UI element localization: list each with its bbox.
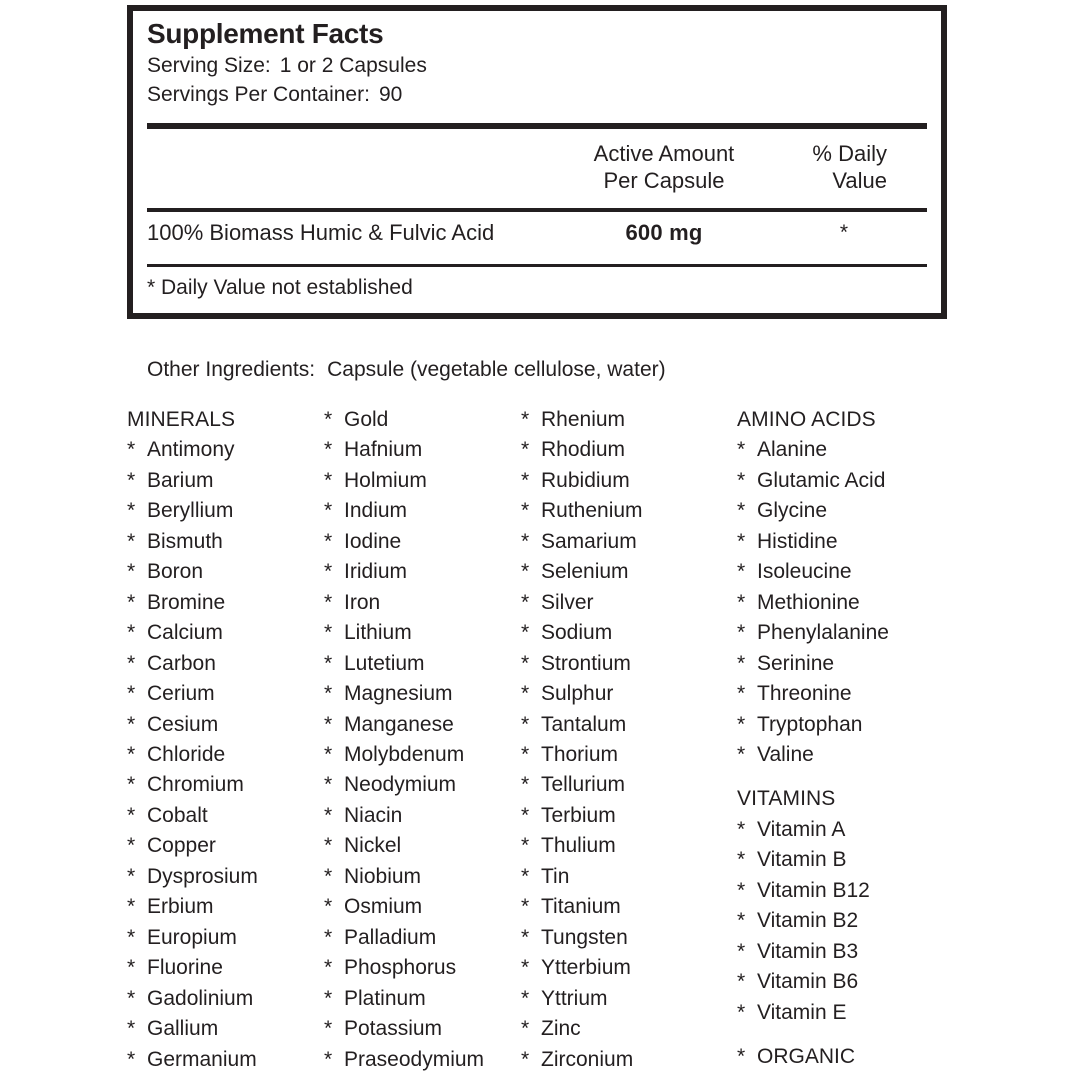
ingredient-name: Samarium [541,529,637,553]
ingredient-item [521,496,737,526]
asterisk-bullet: * [324,712,333,736]
header-name-spacer [147,140,539,194]
ingredient-name: Tungsten [541,925,628,949]
ingredient-item [127,588,324,618]
ingredient-item [127,862,324,892]
other-ingredients-value: Capsule (vegetable cellulose, water) [327,358,666,381]
ingredient-item [127,740,324,770]
ingredient-item [737,588,952,618]
ingredient-name: Praseodymium [344,1047,485,1071]
ingredient-item [127,984,324,1014]
asterisk-bullet: * [324,438,333,462]
ingredient-name: Titanium [541,895,621,919]
asterisk-bullet: * [521,773,530,797]
asterisk-bullet: * [324,560,333,584]
ingredient-name: Iron [344,590,381,614]
ingredient-name: Antimony [147,438,235,462]
ingredient-item [521,710,737,740]
asterisk-bullet: * [324,1047,333,1071]
ingredient-name: Phosphorus [344,956,457,980]
asterisk-bullet: * [521,895,530,919]
asterisk-bullet: * [521,560,530,584]
header-active-amount [539,140,789,194]
ingredient-item [324,557,521,587]
asterisk-bullet: * [324,529,333,553]
asterisk-bullet: * [324,956,333,980]
ingredient-item [127,557,324,587]
ingredient-name: Europium [147,925,237,949]
ingredient-item [324,862,521,892]
minerals-column-3 [521,405,737,1072]
ingredient-item [127,770,324,800]
ingredient-name: Zinc [541,1017,581,1041]
ingredient-name: Platinum [344,986,426,1010]
asterisk-bullet: * [737,742,746,766]
asterisk-bullet: * [127,499,136,523]
ingredient-section [324,405,521,1072]
ingredient-group-header: VITAMINS [737,787,836,811]
asterisk-bullet: * [324,1017,333,1041]
ingredient-name: Vitamin E [757,1000,847,1024]
ingredient-name: Copper [147,834,216,858]
ingredient-name: Methionine [757,590,860,614]
asterisk-bullet: * [324,773,333,797]
ingredient-name: Lithium [344,621,412,645]
ingredient-name: Bismuth [147,529,223,553]
ingredient-item [324,618,521,648]
ingredient-item [737,496,952,526]
serving-size-label: Serving Size: [147,54,271,77]
ingredient-item [737,649,952,679]
divider-thick [147,123,927,129]
asterisk-bullet: * [324,621,333,645]
ingredient-item [521,862,737,892]
ingredient-item [127,892,324,922]
ingredient-item [127,953,324,983]
ingredient-name: Tryptophan [757,712,863,736]
ingredient-name: Vitamin A [757,817,846,841]
ingredient-item [737,967,952,997]
ingredient-name: Niobium [344,864,422,888]
ingredient-item [737,466,952,496]
asterisk-bullet: * [521,925,530,949]
asterisk-bullet: * [737,560,746,584]
ingredient-item [521,466,737,496]
supplement-facts-panel [127,5,947,319]
ingredient-item [324,923,521,953]
ingredient-name: Ytterbium [541,956,631,980]
ingredient-name: Calcium [147,621,223,645]
ingredient-item [521,770,737,800]
asterisk-bullet: * [737,1045,746,1069]
asterisk-bullet: * [324,834,333,858]
asterisk-bullet: * [324,468,333,492]
ingredient-name: Histidine [757,529,838,553]
ingredient-item [521,679,737,709]
asterisk-bullet: * [737,529,746,553]
serving-size-value: 1 or 2 Capsules [279,54,427,77]
ingredient-name: Hafnium [344,438,423,462]
asterisk-bullet: * [737,817,746,841]
ingredient-item [737,618,952,648]
ingredient-name: Thulium [541,834,616,858]
ingredient-name: Gallium [147,1017,219,1041]
ingredient-item [521,649,737,679]
table-header-row [147,140,927,194]
ingredient-name: Erbium [147,895,214,919]
asterisk-bullet: * [737,468,746,492]
ingredient-item [521,557,737,587]
asterisk-bullet: * [737,909,746,933]
ingredient-name: Cesium [147,712,219,736]
ingredient-item [737,815,952,845]
panel-title: Supplement Facts [147,18,384,49]
header-daily-value-line1: % Daily [812,141,887,166]
asterisk-bullet: * [521,408,530,431]
ingredient-name: Vitamin B3 [757,939,859,963]
divider-medium [147,208,927,212]
asterisk-bullet: * [521,1017,530,1041]
ingredient-item [521,405,737,435]
ingredient-name: Alanine [757,438,828,462]
ingredient-name: Threonine [757,682,852,706]
ingredient-name: Chromium [147,773,244,797]
active-ingredient-daily-value: * [839,221,849,244]
asterisk-bullet: * [127,529,136,553]
ingredient-name: Gold [344,408,389,431]
ingredient-item [521,801,737,831]
asterisk-bullet: * [324,408,333,431]
ingredient-name: Lutetium [344,651,425,675]
ingredient-item [737,710,952,740]
ingredient-section [521,405,737,1072]
ingredient-name: Carbon [147,651,216,675]
ingredients-grid [127,405,1072,1072]
ingredient-name: Neodymium [344,773,457,797]
ingredient-item [737,435,952,465]
ingredient-item [324,1014,521,1044]
ingredient-item [324,801,521,831]
ingredient-item [324,679,521,709]
asterisk-bullet: * [737,939,746,963]
asterisk-bullet: * [324,590,333,614]
ingredient-item [127,831,324,861]
asterisk-bullet: * [127,925,136,949]
asterisk-bullet: * [127,651,136,675]
asterisk-bullet: * [127,864,136,888]
asterisk-bullet: * [127,1017,136,1041]
ingredient-item [737,906,952,936]
ingredient-name: Thorium [541,742,619,766]
ingredient-name: Glycine [757,499,828,523]
ingredient-name: Zirconium [541,1047,634,1071]
ingredient-name: Isoleucine [757,560,852,584]
ingredient-name: ORGANIC [757,1045,856,1069]
ingredient-name: Rhodium [541,438,626,462]
ingredient-item [324,740,521,770]
ingredient-name: Vitamin B6 [757,970,859,994]
ingredient-name: Cobalt [147,803,208,827]
ingredient-item [324,831,521,861]
ingredient-item [127,435,324,465]
ingredient-section [737,784,952,1028]
ingredient-name: Vitamin B2 [757,909,859,933]
asterisk-bullet: * [324,925,333,949]
ingredient-item [521,892,737,922]
ingredient-item [737,876,952,906]
asterisk-bullet: * [324,742,333,766]
ingredient-item [737,1042,952,1072]
ingredient-section [737,405,952,770]
asterisk-bullet: * [521,742,530,766]
asterisk-bullet: * [521,529,530,553]
ingredient-name: Cerium [147,682,215,706]
servings-per-container-value: 90 [378,83,403,106]
ingredient-item [324,496,521,526]
asterisk-bullet: * [127,621,136,645]
ingredient-item [521,435,737,465]
ingredient-group-header: MINERALS [127,408,236,431]
ingredient-name: Potassium [344,1017,443,1041]
ingredient-name: Manganese [344,712,454,736]
asterisk-bullet: * [737,438,746,462]
ingredient-item [324,435,521,465]
asterisk-bullet: * [127,773,136,797]
header-active-amount-line2: Per Capsule [603,168,725,193]
asterisk-bullet: * [324,986,333,1010]
ingredient-name: Vitamin B [757,848,847,872]
asterisk-bullet: * [521,712,530,736]
asterisk-bullet: * [324,682,333,706]
ingredient-item [521,527,737,557]
asterisk-bullet: * [127,742,136,766]
asterisk-bullet: * [127,560,136,584]
asterisk-bullet: * [521,621,530,645]
asterisk-bullet: * [737,682,746,706]
asterisk-bullet: * [521,1047,530,1071]
ingredient-name: Sulphur [541,682,614,706]
asterisk-bullet: * [127,590,136,614]
header-daily-value-line2: Value [832,168,887,193]
ingredient-item [521,618,737,648]
ingredient-item [127,801,324,831]
ingredient-item [324,405,521,435]
ingredient-name: Serinine [757,651,835,675]
ingredient-name: Terbium [541,803,616,827]
ingredient-name: Nickel [344,834,402,858]
active-ingredient-amount: 600 mg [625,220,703,245]
ingredient-name: Palladium [344,925,437,949]
ingredient-name: Osmium [344,895,423,919]
asterisk-bullet: * [521,499,530,523]
asterisk-bullet: * [737,970,746,994]
ingredient-item [324,649,521,679]
ingredient-item [324,984,521,1014]
ingredient-item [127,649,324,679]
ingredient-name: Valine [757,742,814,766]
ingredient-name: Strontium [541,651,631,675]
ingredient-item [521,1045,737,1072]
ingredient-name: Ruthenium [541,499,643,523]
other-ingredients-label: Other Ingredients: [147,358,316,381]
ingredient-name: Tellurium [541,773,626,797]
ingredient-name: Molybdenum [344,742,465,766]
ingredient-item [737,845,952,875]
asterisk-bullet: * [737,1000,746,1024]
asterisk-bullet: * [324,895,333,919]
ingredient-name: Sodium [541,621,613,645]
ingredient-item [737,527,952,557]
ingredient-item [521,740,737,770]
serving-size-line [147,51,927,80]
daily-value-footnote: * Daily Value not established [147,276,413,299]
ingredient-item [521,923,737,953]
ingredient-item [324,953,521,983]
ingredient-name: Rubidium [541,468,630,492]
ingredient-item [127,923,324,953]
ingredient-item [737,998,952,1028]
asterisk-bullet: * [737,848,746,872]
ingredient-item [324,466,521,496]
asterisk-bullet: * [737,651,746,675]
ingredient-name: Iridium [344,560,408,584]
asterisk-bullet: * [521,864,530,888]
ingredient-name: Beryllium [147,499,234,523]
ingredient-item [521,1014,737,1044]
ingredient-name: Germanium [147,1047,257,1071]
asterisk-bullet: * [737,590,746,614]
asterisk-bullet: * [737,499,746,523]
servings-per-container-label: Servings Per Container: [147,83,370,106]
ingredient-name: Glutamic Acid [757,468,886,492]
ingredient-name: Selenium [541,560,629,584]
ingredient-item [737,557,952,587]
asterisk-bullet: * [521,468,530,492]
ingredient-section [127,405,324,1072]
asterisk-bullet: * [521,682,530,706]
ingredient-name: Bromine [147,590,226,614]
asterisk-bullet: * [127,712,136,736]
ingredient-item [521,588,737,618]
ingredient-item [737,679,952,709]
ingredient-name: Phenylalanine [757,621,889,645]
ingredient-item [127,618,324,648]
supplement-label-page [0,5,1072,1072]
ingredient-item [737,937,952,967]
asterisk-bullet: * [127,803,136,827]
ingredient-name: Vitamin B12 [757,878,870,902]
asterisk-bullet: * [521,651,530,675]
asterisk-bullet: * [127,986,136,1010]
asterisk-bullet: * [127,834,136,858]
ingredient-item [127,1014,324,1044]
asterisk-bullet: * [127,895,136,919]
ingredient-name: Boron [147,560,204,584]
servings-per-container-line [147,80,927,109]
ingredient-item [324,710,521,740]
asterisk-bullet: * [521,590,530,614]
ingredient-item [324,1045,521,1072]
asterisk-bullet: * [127,956,136,980]
ingredient-item [127,1045,324,1072]
asterisk-bullet: * [127,682,136,706]
asterisk-bullet: * [521,438,530,462]
asterisk-bullet: * [521,986,530,1010]
ingredient-name: Rhenium [541,408,626,431]
asterisk-bullet: * [737,712,746,736]
ingredient-name: Holmium [344,468,427,492]
ingredient-item [521,984,737,1014]
ingredient-item [127,710,324,740]
ingredient-item [521,953,737,983]
asterisk-bullet: * [127,438,136,462]
ingredient-item [127,527,324,557]
ingredient-name: Gadolinium [147,986,254,1010]
ingredient-item [521,831,737,861]
asterisk-bullet: * [324,864,333,888]
ingredient-item [127,466,324,496]
ingredient-name: Iodine [344,529,402,553]
asterisk-bullet: * [521,834,530,858]
ingredient-item [127,496,324,526]
ingredient-name: Barium [147,468,214,492]
ingredient-name: Tantalum [541,712,627,736]
asterisk-bullet: * [127,468,136,492]
ingredient-name: Fluorine [147,956,223,980]
ingredient-name: Niacin [344,803,403,827]
ingredient-name: Chloride [147,742,226,766]
ingredient-item [324,770,521,800]
divider-thin [147,264,927,267]
active-ingredient-name: 100% Biomass Humic & Fulvic Acid [147,220,495,245]
ingredient-name: Magnesium [344,682,453,706]
active-ingredient-row [147,218,927,248]
ingredient-item [324,527,521,557]
header-active-amount-line1: Active Amount [593,141,735,166]
ingredient-item [737,740,952,770]
ingredient-group-header: AMINO ACIDS [737,408,876,431]
ingredient-section [737,1042,952,1072]
amino-acids-vitamins-column [737,405,952,1072]
asterisk-bullet: * [324,651,333,675]
asterisk-bullet: * [324,499,333,523]
ingredient-name: Indium [344,499,408,523]
ingredient-item [127,679,324,709]
ingredient-item [324,588,521,618]
asterisk-bullet: * [737,621,746,645]
ingredient-item [324,892,521,922]
ingredient-name: Tin [541,864,570,888]
ingredient-name: Silver [541,590,594,614]
asterisk-bullet: * [737,878,746,902]
asterisk-bullet: * [521,956,530,980]
other-ingredients-line [147,357,1072,383]
asterisk-bullet: * [521,803,530,827]
ingredient-name: Dysprosium [147,864,258,888]
minerals-column-2 [324,405,521,1072]
asterisk-bullet: * [127,1047,136,1071]
header-daily-value [789,140,927,194]
minerals-column-1 [127,405,324,1072]
asterisk-bullet: * [324,803,333,827]
ingredient-name: Yttrium [541,986,608,1010]
